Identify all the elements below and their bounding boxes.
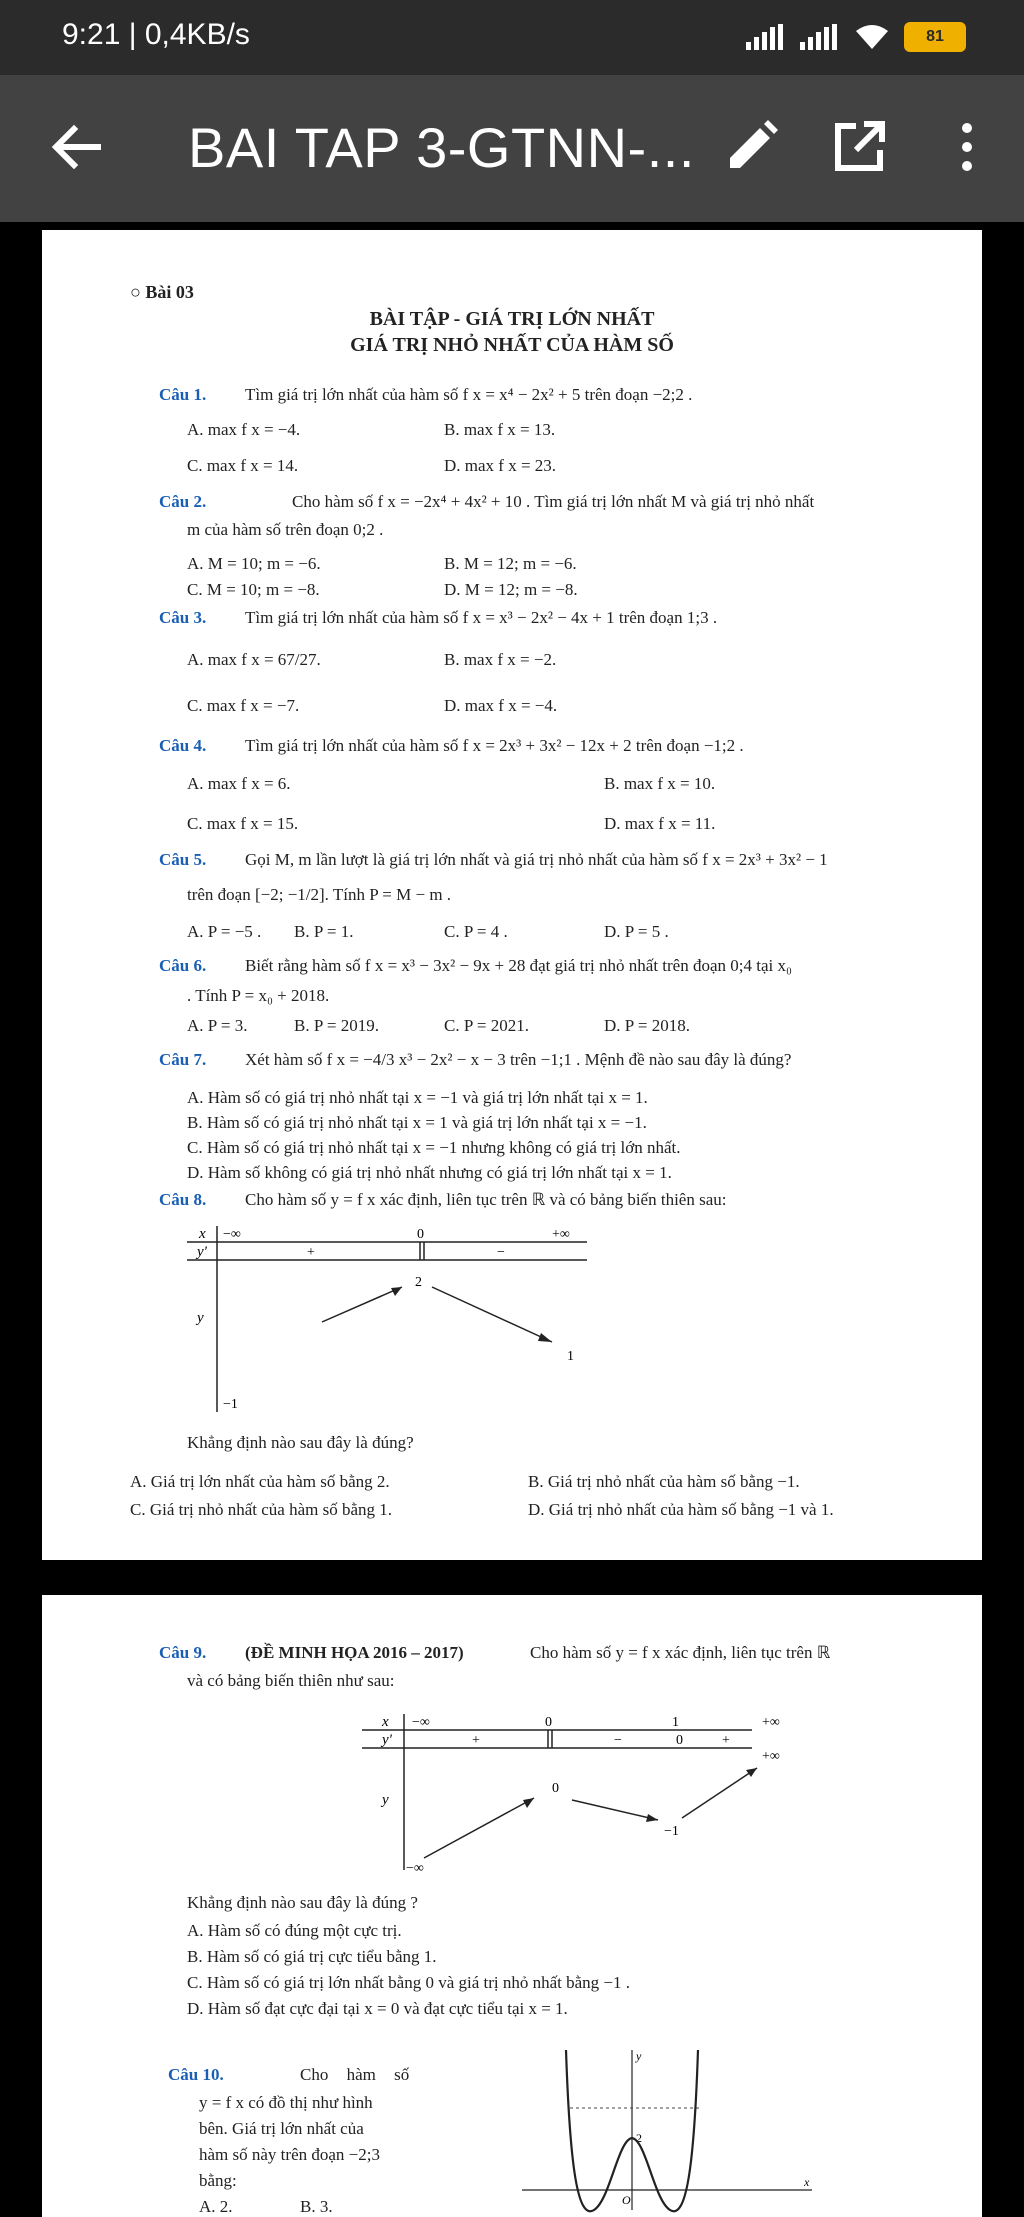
question-9-text-2: và có bảng biến thiên như sau: <box>187 1671 395 1690</box>
question-9-source: (ĐỀ MINH HỌA 2016 – 2017) <box>245 1643 464 1662</box>
t2-val-plus-inf: +∞ <box>762 1749 780 1764</box>
question-8-label: Câu 8. <box>159 1190 207 1209</box>
q10-option-b: B. 3. <box>300 2197 333 2216</box>
pdf-page-2 <box>42 1595 982 2217</box>
status-bar <box>0 0 1024 75</box>
question-10-line-1: Cho hàm số <box>300 2065 410 2084</box>
circle-bullet-icon: ○ <box>130 282 146 302</box>
heading-2: GIÁ TRỊ NHỎ NHẤT CỦA HÀM SỐ <box>350 334 674 356</box>
t2-zero: 0 <box>545 1715 552 1730</box>
t1-plus: + <box>307 1245 315 1260</box>
q7-option-d: D. Hàm số không có giá trị nhỏ nhất nhưng có giá trị lớn nhất tại x = 1. <box>187 1163 672 1182</box>
status-icons <box>746 22 966 52</box>
question-7-text: Xét hàm số f x = −4/3 x³ − 2x² − x − 3 trên −1;1 . Mệnh đề nào sau đây là đúng? <box>245 1050 792 1069</box>
question-2-text-2: m của hàm số trên đoạn 0;2 . <box>187 520 384 539</box>
app-bar <box>0 75 1024 222</box>
question-10-label: Câu 10. <box>168 2065 224 2084</box>
t2-arrow-1 <box>424 1798 534 1858</box>
question-3-text: Tìm giá trị lớn nhất của hàm số f x = x³ − 2x² − 4x + 1 trên đoạn 1;3 . <box>245 608 718 627</box>
question-4-label: Câu 4. <box>159 736 207 755</box>
question-2-label: Câu 2. <box>159 492 207 511</box>
q1-option-a: A. max f x = −4. <box>187 420 301 439</box>
signal-icon <box>746 24 786 50</box>
q3-option-a: A. max f x = 67/27. <box>187 650 321 669</box>
q8-option-c: C. Giá trị nhỏ nhất của hàm số bằng 1. <box>130 1500 393 1519</box>
question-6-text: Biết rằng hàm số f x = x³ − 3x² − 9x + 28 đạt giá trị nhỏ nhất trên đoạn 0;4 tại x₀ <box>245 956 792 975</box>
q2-option-b: B. M = 12; m = −6. <box>444 554 577 573</box>
t2-minus: − <box>614 1733 622 1748</box>
q4-option-a: A. max f x = 6. <box>187 774 291 793</box>
q1-option-c: C. max f x = 14. <box>187 456 299 475</box>
t2-val-zero: 0 <box>552 1781 559 1796</box>
question-8-ask: Khẳng định nào sau đây là đúng? <box>187 1433 414 1452</box>
q2-option-a: A. M = 10; m = −6. <box>187 554 321 573</box>
t2-yprime: y' <box>382 1732 392 1748</box>
question-10-line-3: bên. Giá trị lớn nhất của <box>199 2119 364 2138</box>
t2-plus-inf: +∞ <box>762 1715 780 1730</box>
q10-option-a: A. 2. <box>199 2197 233 2216</box>
q8-option-a: A. Giá trị lớn nhất của hàm số bằng 2. <box>130 1472 390 1491</box>
q5-option-a: A. P = −5 . <box>187 922 262 941</box>
question-9-label: Câu 9. <box>159 1643 207 1662</box>
t1-x: x <box>199 1226 206 1242</box>
t2-val-m1: −1 <box>664 1824 679 1839</box>
function-graph-q10 <box>522 2050 822 2217</box>
t2-arrowhead-3 <box>746 1768 757 1777</box>
t2-y: y <box>382 1792 389 1808</box>
q6-option-a: A. P = 3. <box>187 1016 248 1035</box>
question-10-line-5: bằng: <box>199 2171 237 2190</box>
q5-option-b: B. P = 1. <box>294 922 354 941</box>
t2-arrow-3 <box>682 1768 757 1818</box>
t1-arrow-up <box>322 1287 402 1322</box>
graph-x-label: x <box>804 2175 810 2189</box>
t2-zero-2: 0 <box>676 1733 683 1748</box>
q9-option-a: A. Hàm số có đúng một cực trị. <box>187 1921 402 1940</box>
q1-option-d: D. max f x = 23. <box>444 456 557 475</box>
t1-val-m1: −1 <box>223 1397 238 1412</box>
t1-yprime: y' <box>197 1244 207 1260</box>
variation-table-q9 <box>362 1710 802 1875</box>
question-5-text: Gọi M, m lần lượt là giá trị lớn nhất và giá trị nhỏ nhất của hàm số f x = 2x³ + 3x² − 1 <box>245 850 828 869</box>
t2-arrow-2 <box>572 1800 658 1820</box>
t1-val-1: 1 <box>567 1349 574 1364</box>
signal-icon-2 <box>800 24 840 50</box>
q5-option-c: C. P = 4 . <box>444 922 508 941</box>
variation-table-q8 <box>187 1222 597 1422</box>
q9-option-c: C. Hàm số có giá trị lớn nhất bằng 0 và giá trị nhỏ nhất bằng −1 . <box>187 1973 631 1992</box>
graph-tick-2: 2 <box>636 2131 642 2145</box>
q6-option-d: D. P = 2018. <box>604 1016 690 1035</box>
q7-option-a: A. Hàm số có giá trị nhỏ nhất tại x = −1 và giá trị lớn nhất tại x = 1. <box>187 1088 648 1107</box>
t2-minus-inf: −∞ <box>412 1715 430 1730</box>
graph-y-label: y <box>636 2050 642 2063</box>
q3-option-b: B. max f x = −2. <box>444 650 557 669</box>
t1-plus-inf: +∞ <box>552 1227 570 1242</box>
status-time: 9:21 | 0,4KB/s <box>62 18 250 51</box>
question-10-line-2: y = f x có đồ thị như hình <box>199 2093 373 2112</box>
t2-val-minus-inf: −∞ <box>406 1861 424 1875</box>
question-6-text-2: . Tính P = x₀ + 2018. <box>187 986 330 1005</box>
t1-y: y <box>197 1310 204 1326</box>
q8-option-b: B. Giá trị nhỏ nhất của hàm số bằng −1. <box>528 1472 800 1491</box>
q2-option-c: C. M = 10; m = −8. <box>187 580 320 599</box>
t1-val-2: 2 <box>415 1275 422 1290</box>
heading-1: BÀI TẬP - GIÁ TRỊ LỚN NHẤT <box>369 308 655 330</box>
question-10-line-4: hàm số này trên đoạn −2;3 <box>199 2145 380 2164</box>
edit-pencil-icon[interactable] <box>722 118 780 176</box>
question-1-text: Tìm giá trị lớn nhất của hàm số f x = x⁴ − 2x² + 5 trên đoạn −2;2 . <box>245 385 693 404</box>
open-external-icon[interactable] <box>830 118 888 176</box>
q1-option-b: B. max f x = 13. <box>444 420 556 439</box>
question-6-label: Câu 6. <box>159 956 207 975</box>
question-1-label: Câu 1. <box>159 385 207 404</box>
t2-arrowhead-1 <box>523 1798 534 1808</box>
t1-arrow-down <box>432 1287 552 1342</box>
wifi-icon <box>854 23 890 51</box>
q7-option-c: C. Hàm số có giá trị nhỏ nhất tại x = −1 nhưng không có giá trị lớn nhất. <box>187 1138 681 1157</box>
document-title: BAI TAP 3-GTNN-... <box>188 116 695 179</box>
q6-option-c: C. P = 2021. <box>444 1016 529 1035</box>
q8-option-d: D. Giá trị nhỏ nhất của hàm số bằng −1 và 1. <box>528 1500 834 1519</box>
t1-zero: 0 <box>417 1227 424 1242</box>
question-5-text-2: trên đoạn [−2; −1/2]. Tính P = M − m . <box>187 885 452 904</box>
t2-one: 1 <box>672 1715 679 1730</box>
q7-option-b: B. Hàm số có giá trị nhỏ nhất tại x = 1 và giá trị lớn nhất tại x = −1. <box>187 1113 647 1132</box>
question-5-label: Câu 5. <box>159 850 207 869</box>
pdf-page-1 <box>42 230 982 1560</box>
t1-minus-inf: −∞ <box>223 1227 241 1242</box>
question-3-label: Câu 3. <box>159 608 207 627</box>
q9-option-d: D. Hàm số đạt cực đại tại x = 0 và đạt cực tiểu tại x = 1. <box>187 1999 568 2018</box>
section-label: ○ Bài 03 <box>130 282 194 302</box>
q5-option-d: D. P = 5 . <box>604 922 669 941</box>
question-9-ask: Khẳng định nào sau đây là đúng ? <box>187 1893 418 1912</box>
t2-x: x <box>382 1714 389 1730</box>
q2-option-d: D. M = 12; m = −8. <box>444 580 578 599</box>
question-9-text: Cho hàm số y = f x xác định, liên tục trên ℝ <box>530 1643 831 1662</box>
t1-arrowhead-down <box>538 1333 552 1342</box>
t2-plus-2: + <box>722 1733 730 1748</box>
question-8-text: Cho hàm số y = f x xác định, liên tục trên ℝ và có bảng biến thiên sau: <box>245 1190 727 1209</box>
q4-option-b: B. max f x = 10. <box>604 774 716 793</box>
q3-option-c: C. max f x = −7. <box>187 696 300 715</box>
question-4-text: Tìm giá trị lớn nhất của hàm số f x = 2x³ + 3x² − 12x + 2 trên đoạn −1;2 . <box>245 736 744 755</box>
more-options-icon[interactable] <box>938 118 996 176</box>
q4-option-d: D. max f x = 11. <box>604 814 716 833</box>
question-2-text: Cho hàm số f x = −2x⁴ + 4x² + 10 . Tìm giá trị lớn nhất M và giá trị nhỏ nhất <box>292 492 815 511</box>
t2-arrowhead-2 <box>646 1814 658 1822</box>
t1-minus: − <box>497 1245 505 1260</box>
q6-option-b: B. P = 2019. <box>294 1016 379 1035</box>
t2-plus-1: + <box>472 1733 480 1748</box>
q3-option-d: D. max f x = −4. <box>444 696 558 715</box>
q4-option-c: C. max f x = 15. <box>187 814 299 833</box>
graph-origin: O <box>622 2193 631 2207</box>
back-arrow-icon[interactable] <box>50 121 102 173</box>
question-7-label: Câu 7. <box>159 1050 207 1069</box>
battery-icon: 81 <box>904 22 966 52</box>
q9-option-b: B. Hàm số có giá trị cực tiểu bằng 1. <box>187 1947 437 1966</box>
